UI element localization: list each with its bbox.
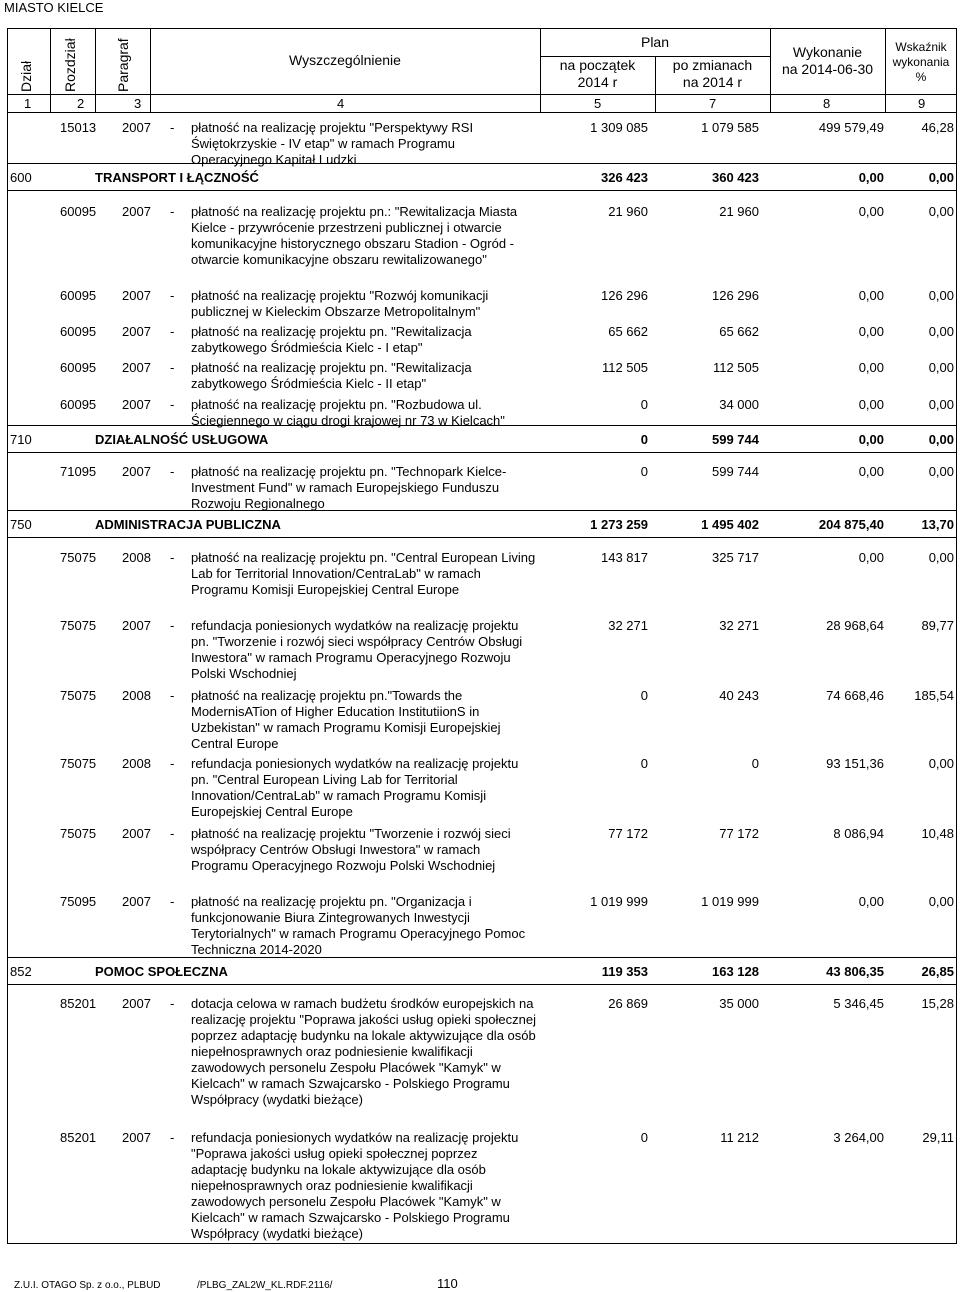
- row-description: płatność na realizację projektu pn."Towards the ModernisATion of Higher Education InstitutiionS in Uzbekistan" w ramach Programu Komisji Europejskiej Central Europe: [191, 688, 501, 751]
- row-description: refundacja poniesionych wydatków na realizację projektu pn. "Central European Living Lab for Territorial Innovation/CentraLab" w ramach Programu Komisji Europejskiej Central Europe: [191, 756, 519, 819]
- row-chapter: 85201: [60, 1130, 97, 1145]
- section-plan-changed: 163 128: [712, 964, 759, 979]
- section-title: DZIAŁALNOŚĆ USŁUGOWA: [95, 432, 269, 447]
- row-plan-changed: 126 296: [712, 288, 759, 303]
- header-wykonanie: Wykonanie: [792, 44, 863, 60]
- row-paragraph: 2007: [122, 618, 151, 633]
- header-wykonanie-date: na 2014-06-30: [781, 61, 874, 77]
- row-paragraph: 2007: [122, 288, 151, 303]
- row-execution: 0,00: [858, 894, 884, 909]
- row-paragraph: 2007: [122, 120, 151, 135]
- section-divider: [7, 190, 957, 191]
- section-plan-changed: 1 495 402: [701, 517, 759, 532]
- section-plan: 119 353: [601, 964, 648, 979]
- row-chapter: 75075: [60, 826, 97, 841]
- colnum: 7: [709, 96, 717, 111]
- row-percent: 0,00: [928, 288, 954, 303]
- header-wskaznik: Wskaźnik: [895, 40, 947, 54]
- row-plan-changed: 35 000: [719, 996, 759, 1011]
- section-execution: 204 875,40: [818, 517, 884, 532]
- row-plan: 0: [640, 688, 648, 703]
- row-plan-changed: 1 019 999: [701, 894, 759, 909]
- row-dash: -: [170, 360, 175, 375]
- row-execution: 93 151,36: [826, 756, 884, 771]
- section-divider: [7, 510, 957, 511]
- row-description: refundacja poniesionych wydatków na realizację projektu pn. "Tworzenie i rozwój sieci współpracy Centrów Obsługi Inwestora" w ramach Programu Operacyjnego Rozwoju Polski Wschodniej: [191, 618, 523, 681]
- row-chapter: 75075: [60, 688, 97, 703]
- row-paragraph: 2007: [122, 826, 151, 841]
- row-paragraph: 2008: [122, 550, 151, 565]
- row-dash: -: [170, 204, 175, 219]
- row-percent: 89,77: [921, 618, 954, 633]
- row-plan: 21 960: [608, 204, 648, 219]
- row-description: płatność na realizację projektu pn. "Rozbudowa ul. Ściegiennego w ciągu drogi krajowej nr 73 w Kielcach": [191, 397, 505, 428]
- row-description: płatność na realizację projektu "Perspektywy RSI Świętokrzyskie - IV etap" w ramach Programu Operacyjnego Kapitał Ludzki: [191, 120, 474, 167]
- row-execution: 0,00: [858, 550, 884, 565]
- colnum: 9: [918, 96, 926, 111]
- header-wykonania: wykonania: [892, 55, 950, 69]
- row-dash: -: [170, 894, 175, 909]
- header-po-zmianach: po zmianach: [672, 57, 753, 73]
- row-plan: 1 309 085: [590, 120, 648, 135]
- section-divider: [7, 452, 957, 453]
- row-percent: 0,00: [928, 397, 954, 412]
- row-dash: -: [170, 464, 175, 479]
- section-percent: 0,00: [928, 432, 954, 447]
- section-plan: 1 273 259: [590, 517, 648, 532]
- row-description: płatność na realizację projektu pn. "Central European Living Lab for Territorial Innovation/CentraLab" w ramach Programu Komisji Europejskiej Central Europe: [191, 550, 536, 597]
- colnum: 8: [823, 96, 831, 111]
- row-description: refundacja poniesionych wydatków na realizację projektu "Poprawa jakości usług opieki społecznej poprzez adaptację budynku na lokale aktywizujące dla osób niepełnosprawnych oraz podniesienie kwalifikacji zawodowych personelu Zespołu Placówek "Kamyk" w Kielcach" w ramach Szwajcarsko - Polskiego Programu Współpracy (wydatki bieżące): [191, 1130, 519, 1241]
- section-code: 750: [10, 517, 32, 532]
- footer-company: Z.U.I. OTAGO Sp. z o.o., PLBUD: [14, 1280, 161, 1291]
- row-execution: 3 264,00: [833, 1130, 884, 1145]
- row-execution: 0,00: [858, 397, 884, 412]
- row-chapter: 75075: [60, 756, 97, 771]
- header-rozdzial: Rozdział: [62, 38, 78, 92]
- row-execution: 0,00: [858, 464, 884, 479]
- page-number: 110: [437, 1276, 458, 1291]
- row-dash: -: [170, 996, 175, 1011]
- row-plan-changed: 0: [751, 756, 759, 771]
- row-paragraph: 2008: [122, 688, 151, 703]
- section-title: TRANSPORT I ŁĄCZNOŚĆ: [95, 170, 259, 185]
- row-percent: 0,00: [928, 204, 954, 219]
- row-plan-changed: 1 079 585: [701, 120, 759, 135]
- row-plan: 126 296: [601, 288, 648, 303]
- header-plan: Plan: [640, 34, 670, 50]
- row-chapter: 60095: [60, 324, 97, 339]
- header-po-zmianach-year: na 2014 r: [682, 74, 743, 90]
- row-percent: 0,00: [928, 464, 954, 479]
- row-chapter: 75095: [60, 894, 97, 909]
- row-paragraph: 2007: [122, 324, 151, 339]
- section-plan-changed: 360 423: [712, 170, 759, 185]
- row-description: płatność na realizację projektu pn. "Rewitalizacja zabytkowego Śródmieścia Kielc - I etap": [191, 324, 472, 355]
- row-dash: -: [170, 288, 175, 303]
- row-dash: -: [170, 756, 175, 771]
- colnum: 3: [134, 96, 142, 111]
- section-execution: 0,00: [858, 432, 884, 447]
- row-description: płatność na realizację projektu "Tworzenie i rozwój sieci współpracy Centrów Obsługi Inwestora" w ramach Programu Operacyjnego Rozwoju Polski Wschodniej: [191, 826, 511, 873]
- row-plan-changed: 40 243: [719, 688, 759, 703]
- header-percent: %: [915, 70, 927, 84]
- row-dash: -: [170, 688, 175, 703]
- row-description: płatność na realizację projektu "Rozwój komunikacji publicznej w Kieleckim Obszarze Metropolitalnym": [191, 288, 489, 319]
- section-title: ADMINISTRACJA PUBLICZNA: [95, 517, 281, 532]
- row-plan-changed: 599 744: [712, 464, 759, 479]
- section-plan: 0: [640, 432, 648, 447]
- row-execution: 0,00: [858, 360, 884, 375]
- row-dash: -: [170, 550, 175, 565]
- section-percent: 0,00: [928, 170, 954, 185]
- row-chapter: 60095: [60, 204, 97, 219]
- col-sep: [95, 28, 96, 112]
- header-wyszczegolnienie: Wyszczególnienie: [289, 52, 401, 68]
- header-dzial: Dział: [18, 60, 34, 92]
- row-percent: 0,00: [928, 360, 954, 375]
- row-dash: -: [170, 324, 175, 339]
- row-plan-changed: 11 212: [720, 1130, 759, 1145]
- row-percent: 0,00: [928, 550, 954, 565]
- footer-path: /PLBG_ZAL2W_KL.RDF.2116/: [197, 1280, 333, 1291]
- row-paragraph: 2008: [122, 756, 151, 771]
- row-percent: 0,00: [928, 756, 954, 771]
- page-title: MIASTO KIELCE: [4, 0, 104, 15]
- row-plan: 0: [640, 1130, 648, 1145]
- row-plan-changed: 112 505: [712, 360, 759, 375]
- section-code: 600: [10, 170, 32, 185]
- row-percent: 10,48: [921, 826, 954, 841]
- row-percent: 46,28: [921, 120, 954, 135]
- colnum-divider: [7, 112, 957, 113]
- row-chapter: 60095: [60, 397, 97, 412]
- row-paragraph: 2007: [122, 1130, 151, 1145]
- section-divider: [7, 957, 957, 958]
- section-divider: [7, 537, 957, 538]
- row-plan-changed: 34 000: [719, 397, 759, 412]
- section-divider: [7, 425, 957, 426]
- colnum: 4: [337, 96, 345, 111]
- row-dash: -: [170, 1130, 175, 1145]
- row-plan: 143 817: [601, 550, 648, 565]
- row-paragraph: 2007: [122, 397, 151, 412]
- row-chapter: 71095: [60, 464, 97, 479]
- row-execution: 28 968,64: [826, 618, 884, 633]
- row-execution: 0,00: [858, 204, 884, 219]
- row-dash: -: [170, 397, 175, 412]
- header-na-poczatek: na początek: [559, 57, 636, 73]
- row-percent: 185,54: [914, 688, 954, 703]
- row-execution: 74 668,46: [826, 688, 884, 703]
- row-plan: 0: [640, 756, 648, 771]
- row-plan: 0: [640, 397, 648, 412]
- row-description: płatność na realizację projektu pn. "Organizacja i funkcjonowanie Biura Zintegrowanych Inwestycji Terytorialnych" w ramach Programu Operacyjnego Pomoc Techniczna 2014-2020: [191, 894, 526, 957]
- row-chapter: 15013: [60, 120, 97, 135]
- row-paragraph: 2007: [122, 464, 151, 479]
- row-chapter: 60095: [60, 288, 97, 303]
- row-plan-changed: 77 172: [719, 826, 759, 841]
- section-percent: 26,85: [921, 964, 954, 979]
- row-plan: 112 505: [601, 360, 648, 375]
- col-sep: [50, 28, 51, 112]
- row-percent: 0,00: [928, 324, 954, 339]
- row-description: płatność na realizację projektu pn. "Technopark Kielce-Investment Fund" w ramach Europejskiego Funduszu Rozwoju Regionalnego: [191, 464, 507, 511]
- row-plan: 77 172: [608, 826, 648, 841]
- row-plan: 32 271: [608, 618, 648, 633]
- row-paragraph: 2007: [122, 894, 151, 909]
- section-title: POMOC SPOŁECZNA: [95, 964, 228, 979]
- row-paragraph: 2007: [122, 360, 151, 375]
- row-execution: 0,00: [858, 288, 884, 303]
- row-execution: 0,00: [858, 324, 884, 339]
- row-plan: 65 662: [608, 324, 648, 339]
- section-code: 852: [10, 964, 32, 979]
- header-paragraf: Paragraf: [115, 38, 131, 92]
- row-description: płatność na realizację projektu pn.: "Rewitalizacja Miasta Kielce - przywrócenie przestrzeni publicznej i otwarcie komunikacyjne historycznego obszaru Stadion - Ogród - otwarcie komunikacyjne obszaru rewitalizowanego": [191, 204, 518, 267]
- section-code: 710: [10, 432, 32, 447]
- section-divider: [7, 163, 957, 164]
- row-plan-changed: 21 960: [719, 204, 759, 219]
- row-plan-changed: 65 662: [719, 324, 759, 339]
- section-divider: [7, 984, 957, 985]
- header-na-poczatek-year: 2014 r: [577, 74, 618, 90]
- row-execution: 5 346,45: [833, 996, 884, 1011]
- row-execution: 8 086,94: [833, 826, 884, 841]
- row-chapter: 85201: [60, 996, 97, 1011]
- colnum: 5: [594, 96, 602, 111]
- row-plan: 0: [640, 464, 648, 479]
- section-execution: 0,00: [858, 170, 884, 185]
- row-chapter: 60095: [60, 360, 97, 375]
- row-paragraph: 2007: [122, 204, 151, 219]
- section-percent: 13,70: [921, 517, 954, 532]
- row-chapter: 75075: [60, 618, 97, 633]
- row-paragraph: 2007: [122, 996, 151, 1011]
- row-percent: 29,11: [922, 1130, 954, 1145]
- colnum: 2: [77, 96, 85, 111]
- row-dash: -: [170, 826, 175, 841]
- section-plan-changed: 599 744: [712, 432, 759, 447]
- row-percent: 15,28: [921, 996, 954, 1011]
- row-plan: 26 869: [608, 996, 648, 1011]
- row-plan: 1 019 999: [590, 894, 648, 909]
- row-plan-changed: 32 271: [719, 618, 759, 633]
- row-dash: -: [170, 618, 175, 633]
- row-description: płatność na realizację projektu pn. "Rewitalizacja zabytkowego Śródmieścia Kielc - II etap": [191, 360, 472, 391]
- row-dash: -: [170, 120, 175, 135]
- row-chapter: 75075: [60, 550, 97, 565]
- section-execution: 43 806,35: [826, 964, 884, 979]
- section-plan: 326 423: [601, 170, 648, 185]
- row-execution: 499 579,49: [818, 120, 884, 135]
- row-description: dotacja celowa w ramach budżetu środków europejskich na realizację projektu "Poprawa jakości usług opieki społecznej poprzez adaptację budynku na lokale aktywizujące dla osób niepełnosprawnych oraz podniesienie kwalifikacji zawodowych personelu Zespołu Placówek "Kamyk" w Kielcach" w ramach Szwajcarsko - Polskiego Programu Współpracy (wydatki bieżące): [191, 996, 536, 1107]
- row-plan-changed: 325 717: [712, 550, 759, 565]
- col-sep: [150, 28, 151, 112]
- colnum: 1: [24, 96, 32, 111]
- row-percent: 0,00: [928, 894, 954, 909]
